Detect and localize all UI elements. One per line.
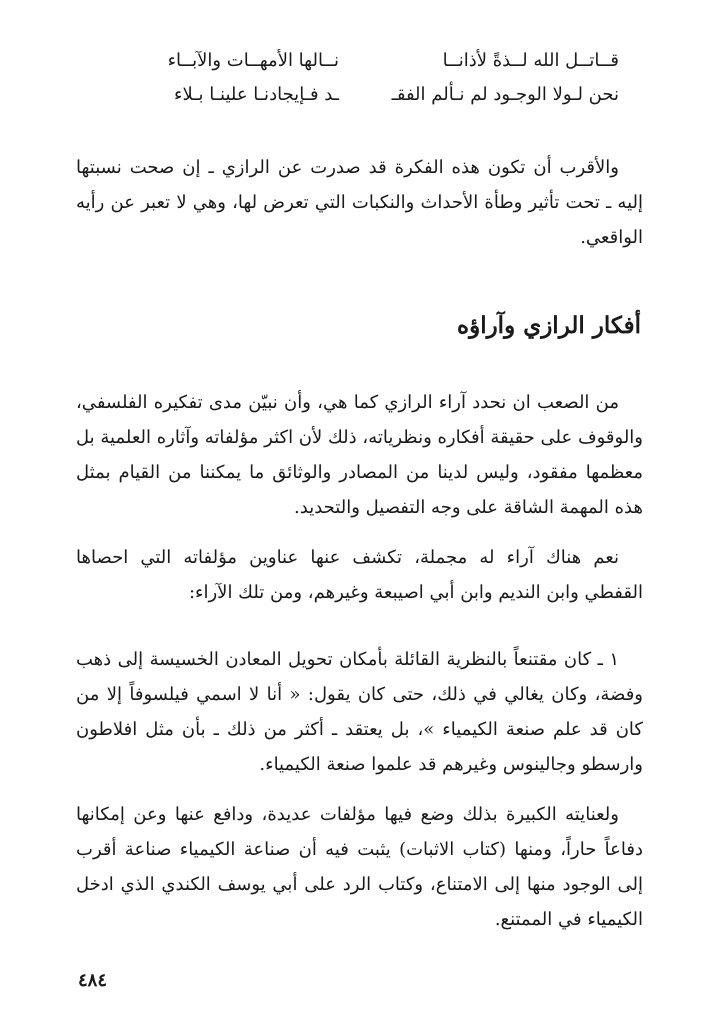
paragraph-summary: نعم هناك آراء له مجملة، تكشف عنها عناوين مؤلفاته التي احصاها القفطي وابن النديم وابن أبي اصيبعة وغيرهم، ومن تلك الآراء: <box>76 547 643 603</box>
paragraph-intro: من الصعب ان نحدد آراء الرازي كما هي، وأن نبيّن مدى تفكيره الفلسفي، والوقوف على حقيقة أفكاره ونظرياته، ذلك لأن اكثر مؤلفاته وآثاره العلمية بل معظمها مفقود، وليس لدينا من المصادر والوثائق ما يمكننا من القيام بمثل هذه المهمة الشاقة على وجه التفصيل والتحديد. <box>76 392 643 518</box>
paragraph-works: ولعنايته الكبيرة بذلك وضع فيها مؤلفات عديدة، ودافع عنها وعن إمكانها دفاعاً حاراً، ومنها (كتاب الاثبات) يثبت فيه أن صناعة الكيمياء صناعة أقرب إلى الوجود منها إلى الامتناع، وكتاب الرد على أبي يوسف الكندي الذي ادخل الكيمياء في الممتنع. <box>76 804 643 930</box>
verse-1-first-hemistich: قــاتــل الله لــذةً لأذانــا <box>442 50 619 71</box>
page-number: ٤٨٤ <box>78 970 108 991</box>
verse-2-first-hemistich: نحن لـولا الوجـود لم نـألم الفقـ <box>391 84 619 105</box>
verse-2-second-hemistich: ـد فـإيجادنـا علينـا بـلاء <box>174 84 339 105</box>
paragraph-point-1: ١ ـ كان مقتنعاً بالنظرية القائلة بأمكان تحويل المعادن الخسيسة إلى ذهب وفضة، وكان يغالي في ذلك، حتى كان يقول: « أنا لا اسمي فيلسوفاً إلا من كان قد علم صنعة الكيمياء »، بل يعتقد ـ أكثر من ذلك ـ بأن مثل افلاطون وارسطو وجالينوس وغيرهم قد علموا صنعة الكيمياء. <box>76 649 643 775</box>
verse-1-second-hemistich: نــالها الأمهــات والآبــاء <box>167 50 339 71</box>
verse-1 <box>99 44 619 78</box>
poem-verses <box>99 44 619 112</box>
paragraph-conclusion: والأقرب أن تكون هذه الفكرة قد صدرت عن الرازي ـ إن صحت نسبتها إليه ـ تحت تأثير وطأة الأحداث والنكبات التي تعرض لها، وهي لا تعبر عن رأيه الواقعي. <box>76 157 643 248</box>
section-heading: أفكار الرازي وآراؤه <box>457 312 641 339</box>
verse-2 <box>99 78 619 112</box>
